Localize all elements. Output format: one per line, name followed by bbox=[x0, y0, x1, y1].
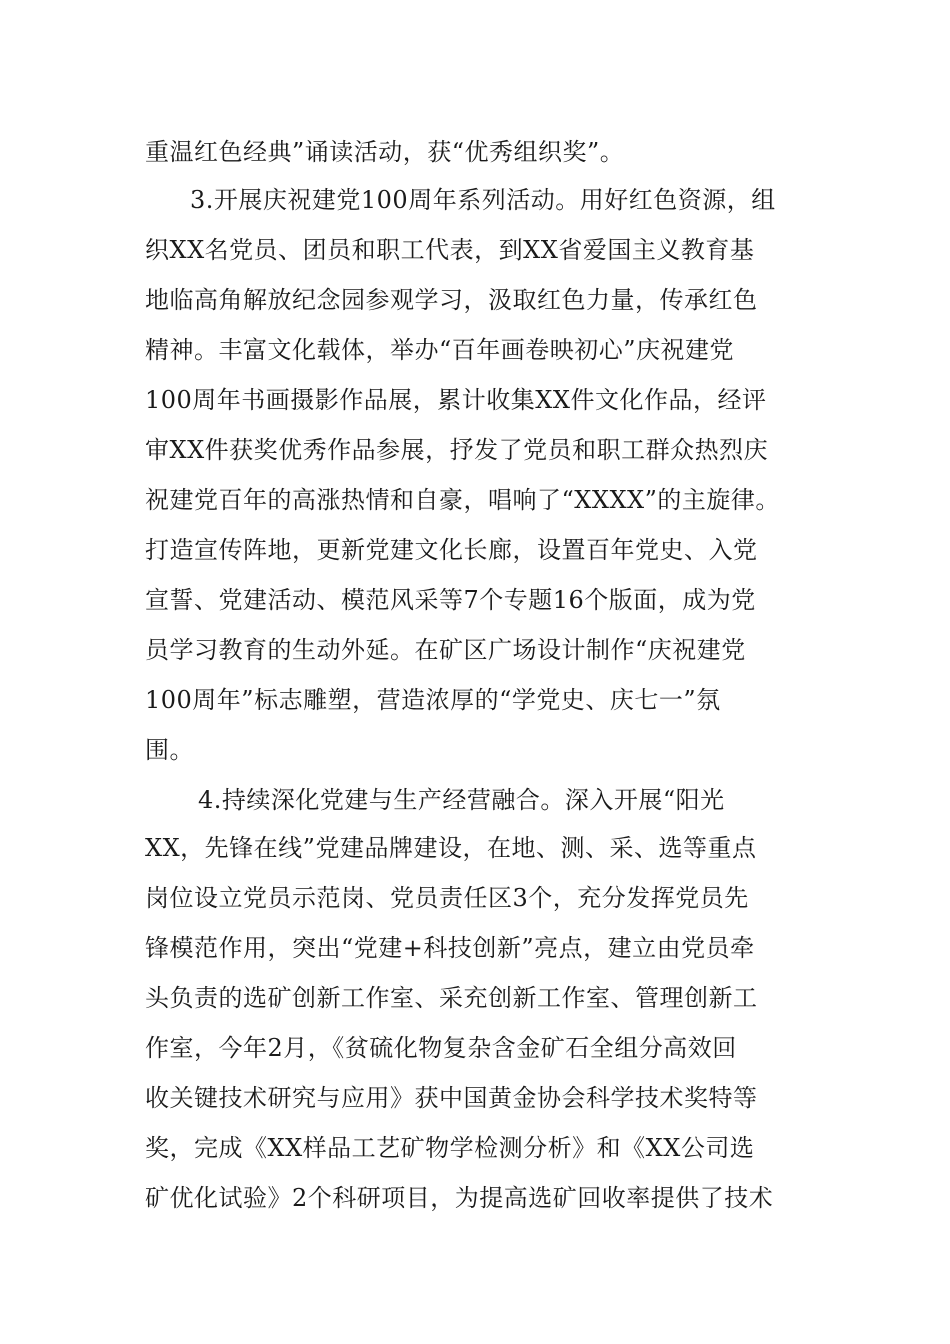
paragraph-line: XX，先锋在线”党建品牌建设，在地、测、采、选等重点 bbox=[145, 834, 757, 862]
paragraph-line: 4.持续深化党建与生产经营融合。深入开展“阳光 bbox=[198, 786, 725, 814]
paragraph-line: 织XX名党员、团员和职工代表，到XX省爱国主义教育基 bbox=[145, 236, 755, 264]
paragraph-line: 员学习教育的生动外延。在矿区广场设计制作“庆祝建党 bbox=[145, 636, 746, 664]
paragraph-line: 100周年书画摄影作品展，累计收集XX件文化作品，经评 bbox=[145, 386, 767, 414]
paragraph-line: 打造宣传阵地，更新党建文化长廊，设置百年党史、入党 bbox=[145, 536, 758, 564]
paragraph-line: 地临高角解放纪念园参观学习，汲取红色力量，传承红色 bbox=[145, 286, 758, 314]
paragraph-line: 100周年”标志雕塑，营造浓厚的“学党史、庆七一”氛 bbox=[145, 686, 721, 714]
paragraph-line: 头负责的选矿创新工作室、采充创新工作室、管理创新工 bbox=[145, 984, 758, 1012]
paragraph-line: 3.开展庆祝建党100周年系列活动。用好红色资源，组 bbox=[190, 186, 776, 214]
paragraph-line: 祝建党百年的高涨热情和自豪，唱响了“XXXX”的主旋律。 bbox=[145, 486, 780, 514]
paragraph-line: 重温红色经典”诵读活动，获“优秀组织奖”。 bbox=[145, 138, 625, 166]
paragraph-line: 作室，今年2月，《贫硫化物复杂含金矿石全组分高效回 bbox=[145, 1034, 737, 1062]
paragraph-line: 审XX件获奖优秀作品参展，抒发了党员和职工群众热烈庆 bbox=[145, 436, 769, 464]
paragraph-line: 宣誓、党建活动、模范风采等7个专题16个版面，成为党 bbox=[145, 586, 756, 614]
paragraph-line: 收关键技术研究与应用》获中国黄金协会科学技术奖特等 bbox=[145, 1084, 758, 1112]
paragraph-line: 锋模范作用，突出“党建+科技创新”亮点，建立由党员牵 bbox=[145, 934, 755, 962]
paragraph-line: 矿优化试验》2个科研项目，为提高选矿回收率提供了技术 bbox=[145, 1184, 774, 1212]
paragraph-line: 奖，完成《XX样品工艺矿物学检测分析》和《XX公司选 bbox=[145, 1134, 755, 1162]
paragraph-line: 围。 bbox=[145, 736, 194, 764]
paragraph-line: 岗位设立党员示范岗、党员责任区3个，充分发挥党员先 bbox=[145, 884, 749, 912]
paragraph-line: 精神。丰富文化载体，举办“百年画卷映初心”庆祝建党 bbox=[145, 336, 735, 364]
